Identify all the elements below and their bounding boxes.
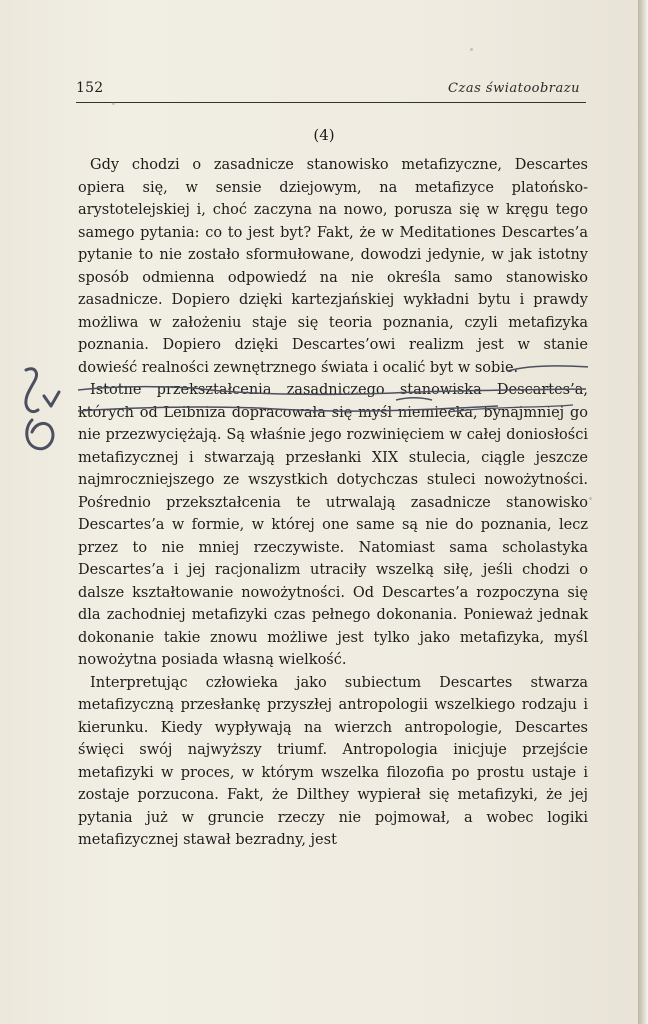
page-number: 152 [76, 80, 104, 96]
paper-speck [470, 48, 473, 51]
paragraph-1: Gdy chodzi o zasadnicze stanowisko metafizyczne, Descartes opiera się, w sensie dziejowym, na metafizyce platońsko-arystotelejskiej i, choć zaczyna na nowo, porusza się w kręgu tego samego pytania: co to jest byt? Fakt, że w Meditationes Descartes’a pytanie to nie zostało sformułowane, dowodzi jedynie, w jak istotny sposób odmienna odpowiedź na nie określa samo stanowisko zasadnicze. Dopiero dzięki kartezjańskiej wykładni bytu i prawdy możliwa w założeniu staje się teoria poznania, czyli metafizyka poznania. Dopiero dzięki Descartes’owi realizm jest w stanie dowieść realności zewnętrznego świata i ocalić byt w sobie. [78, 157, 588, 376]
running-head: Czas światoobrazu [448, 81, 580, 96]
paragraph-2: Istotne przekształcenia zasadniczego stanowiska Descartes’a, których od Leibniza dopracowała się myśl niemiecka, bynajmniej go nie przezwyciężają. Są właśnie jego rozwinięciem w całej doniosłości metafizycznej i stwarzają przesłanki XIX stulecia, ciągle jeszcze najmroczniejszego ze wszystkich dotychczas stuleci nowożytności. Pośrednio przekształcenia te utrwalają zasadnicze stanowisko Descartes’a w formie, w której one same są nie do poznania, lecz przez to nie mniej rzeczywiste. Natomiast sama scholastyka Descartes’a i jej racjonalizm utraciły wszelką siłę, jeśli chodzi o dalsze kształtowanie nowożytności. Od Descartes’a rozpoczyna się dla zachodniej metafizyki czas pełnego dokonania. Ponieważ jednak dokonanie takie znowu możliwe jest tylko jako metafizyka, myśl nowożytna posiada własną wielkość. [78, 382, 588, 668]
pencil-number-one-mark [26, 369, 38, 412]
section-number: (4) [313, 126, 335, 144]
paper-speck [80, 720, 83, 723]
pencil-curved-mark [27, 420, 53, 449]
paper-speck [589, 497, 592, 500]
handwritten-margin-marks [14, 362, 66, 454]
paper-speck [112, 102, 115, 105]
main-text [78, 154, 588, 852]
page-header [76, 80, 586, 103]
page-edge [638, 0, 648, 1024]
paragraph-3: Interpretując człowieka jako subiectum Descartes stwarza metafizyczną przesłankę przyszłej antropologii wszelkiego rodzaju i kierunku. Kiedy wypływają na wierzch antropologie, Descartes święci swój najwyższy triumf. Antropologia inicjuje przejście metafizyki w proces, w którym wszelka filozofia po prostu ustaje i zostaje porzucona. Fakt, że Dilthey wypierał się metafizyki, że jej pytania już w gruncie rzeczy nie pojmował, a wobec logiki metafizycznej stawał bezradny, jest [78, 674, 588, 848]
pencil-tick-mark [44, 392, 59, 406]
